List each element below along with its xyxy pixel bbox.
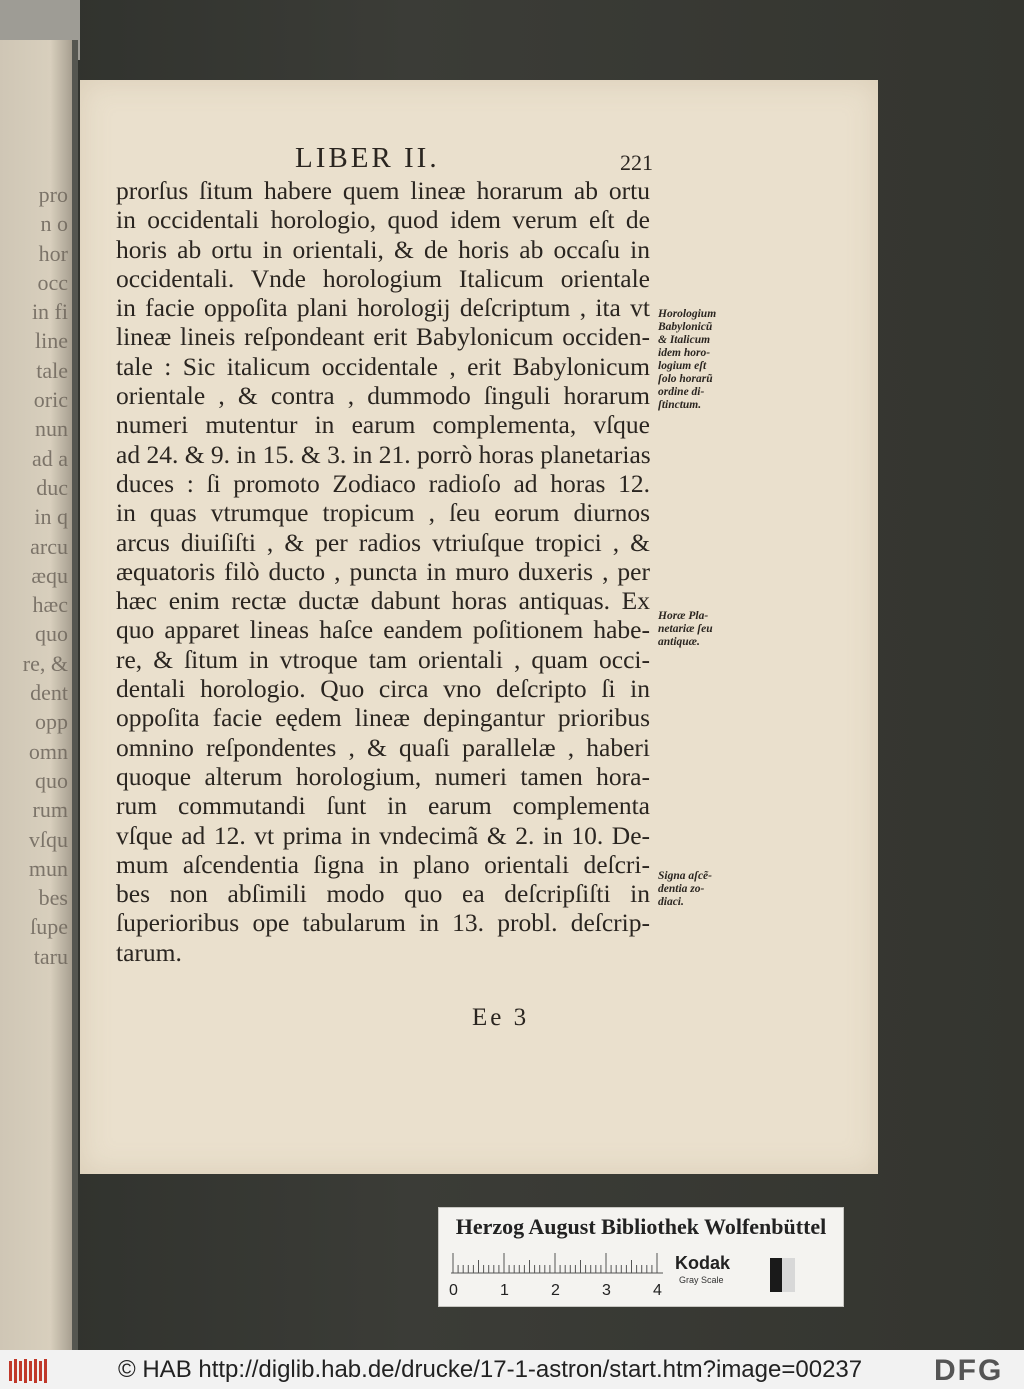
fragment-line: nun bbox=[35, 416, 68, 442]
fragment-line: ſupe bbox=[30, 914, 68, 940]
ruler-number: 4 bbox=[653, 1282, 662, 1299]
fragment-line: opp bbox=[35, 709, 68, 735]
body-text bbox=[116, 176, 650, 967]
text-line: numeri mutentur in earum complementa, vſque bbox=[116, 410, 650, 440]
footer-bar bbox=[0, 1350, 1024, 1389]
note-line: & Italicum bbox=[658, 334, 711, 346]
ruler-icon bbox=[451, 1252, 663, 1274]
text-line: tarum. bbox=[116, 937, 182, 967]
note-line: ſtinctum. bbox=[658, 399, 702, 411]
left-page-text bbox=[0, 180, 72, 971]
fragment-line: hæc bbox=[32, 592, 68, 618]
text-line: in quas vtrumque tropicum , ſeu eorum diurnos bbox=[116, 498, 650, 528]
marginal-note-signa-ascendentia bbox=[658, 870, 742, 909]
fragment-line: taru bbox=[33, 943, 68, 969]
text-line: ſuperioribus ope tabularum in 13. probl. deſcrip- bbox=[116, 908, 650, 938]
fragment-line: pro bbox=[38, 182, 68, 207]
fragment-line: quo bbox=[35, 621, 68, 647]
text-line: oppoſita facie eędem lineæ depingantur prioribus bbox=[116, 703, 650, 733]
text-line: occidentali. Vnde horologium Italicum orientale bbox=[116, 263, 650, 293]
text-line: in occidentali horologio, quod idem verum eſt de bbox=[116, 205, 650, 235]
ruler-number: 0 bbox=[449, 1282, 458, 1299]
fragment-line: tale bbox=[36, 357, 68, 383]
fragment-line: oric bbox=[33, 387, 68, 413]
fragment-line: in fi bbox=[31, 299, 68, 325]
page-gutter bbox=[72, 40, 78, 1350]
text-line: mum aſcendentia ſigna in plano orientali deſcri- bbox=[116, 849, 650, 879]
text-line: bes non abſimili modo quo ea deſcripſiſti in bbox=[116, 879, 650, 909]
text-line: horis ab ortu in orientali, & de horis ab occaſu in bbox=[116, 234, 650, 264]
fragment-line: arcu bbox=[30, 533, 68, 559]
fragment-line: line bbox=[35, 328, 68, 354]
copyright-link[interactable]: © HAB http://diglib.hab.de/drucke/17-1-astron/start.htm?image=00237 bbox=[118, 1356, 863, 1383]
fragment-line: n o bbox=[40, 211, 68, 237]
fragment-line: omn bbox=[28, 738, 68, 764]
fragment-line: mun bbox=[28, 855, 68, 881]
fragment-line: rum bbox=[32, 797, 68, 823]
fragment-line: quo bbox=[35, 767, 68, 793]
gray-swatch bbox=[770, 1258, 783, 1292]
text-line: tale : Sic italicum occidentale , erit Babylonicum bbox=[116, 351, 650, 381]
fragment-line: æqu bbox=[31, 562, 68, 588]
hab-logo-icon bbox=[8, 1358, 48, 1384]
text-line: arcus diuiſiſti , & per radios vtriuſque tropici , & bbox=[116, 527, 650, 557]
note-line: logium eſt bbox=[658, 360, 707, 372]
text-line: prorſus ſitum habere quem lineæ horarum ab ortu bbox=[116, 176, 650, 205]
fragment-line: duc bbox=[36, 474, 68, 500]
note-line: ordine di- bbox=[658, 386, 705, 398]
fragment-line: occ bbox=[37, 269, 68, 295]
fragment-line: re, & bbox=[22, 650, 68, 676]
fragment-line: dent bbox=[30, 680, 68, 706]
text-line: hæc enim rectæ ductæ dabunt horas antiquas. Ex bbox=[116, 586, 650, 616]
gray-swatch bbox=[757, 1258, 770, 1292]
dfg-logo: DFG bbox=[934, 1354, 1004, 1387]
fragment-line: bes bbox=[38, 885, 68, 911]
note-line: dentia zo- bbox=[658, 883, 705, 895]
text-line: lineæ lineis reſpondeant erit Babylonicum occiden- bbox=[116, 322, 650, 352]
marginal-note-horologium bbox=[658, 308, 742, 412]
fragment-line: vſqu bbox=[28, 826, 68, 852]
text-line: duces : ſi promoto Zodiaco radioſo ad horas 12. bbox=[116, 468, 650, 498]
gray-swatch bbox=[795, 1258, 808, 1292]
note-line: Horologium bbox=[658, 308, 717, 320]
note-line: diaci. bbox=[658, 896, 684, 908]
note-line: ſolo horarũ bbox=[658, 373, 713, 385]
note-line: Babylonicũ bbox=[658, 321, 713, 333]
running-head: LIBER II. bbox=[295, 142, 440, 174]
text-line: vſque ad 12. vt prima in vndecimã & 2. in 10. De- bbox=[116, 820, 650, 850]
note-line: antiquæ. bbox=[658, 636, 700, 648]
note-line: idem horo- bbox=[658, 347, 711, 359]
text-line: dentali horologio. Quo circa vno deſcripto ſi in bbox=[116, 674, 650, 704]
fragment-line: ad a bbox=[31, 445, 68, 471]
brand-subtitle: Gray Scale bbox=[679, 1275, 724, 1285]
text-line: omnino reſpondentes , & quaſi parallelæ , haberi bbox=[116, 732, 650, 762]
brand-name: Kodak bbox=[675, 1253, 731, 1273]
text-line: quoque alterum horologium, numeri tamen hora- bbox=[116, 761, 650, 791]
text-line: orientale , & contra , dummodo ſinguli horarum bbox=[116, 381, 650, 411]
marginal-note-horae-planetariae bbox=[658, 610, 742, 649]
page-number: 221 bbox=[620, 150, 653, 175]
ruler-number: 2 bbox=[551, 1282, 560, 1299]
signature-mark: Ee 3 bbox=[472, 1004, 530, 1031]
institution-name: Herzog August Bibliothek Wolfenbüttel bbox=[455, 1214, 827, 1239]
note-line: Signa aſcẽ- bbox=[658, 870, 712, 882]
ruler-number: 3 bbox=[602, 1282, 611, 1299]
color-reference-card bbox=[438, 1207, 844, 1307]
text-line: rum commutandi ſunt in earum complementa bbox=[116, 791, 650, 821]
book-page bbox=[80, 80, 878, 1174]
gray-swatches bbox=[757, 1258, 807, 1292]
text-line: æquatoris filò ducto , puncta in muro duxeris , per bbox=[116, 556, 650, 586]
note-line: Horæ Pla- bbox=[658, 610, 709, 622]
ruler-number: 1 bbox=[500, 1282, 509, 1299]
fragment-line: hor bbox=[38, 240, 68, 266]
text-line: re, & ſitum in vtroque tam orientali , quam occi- bbox=[116, 644, 650, 674]
text-line: ad 24. & 9. in 15. & 3. in 21. porrò horas planetarias bbox=[116, 439, 651, 469]
gray-swatch bbox=[782, 1258, 795, 1292]
note-line: netariæ ſeu bbox=[658, 623, 713, 635]
left-neighbour-page bbox=[0, 40, 72, 1350]
text-line: quo apparet lineas haſce eandem poſitionem habe- bbox=[116, 615, 650, 645]
fragment-line: in q bbox=[34, 504, 68, 530]
text-line: in facie oppoſita plani horologij deſcriptum , ita vt bbox=[116, 293, 650, 323]
